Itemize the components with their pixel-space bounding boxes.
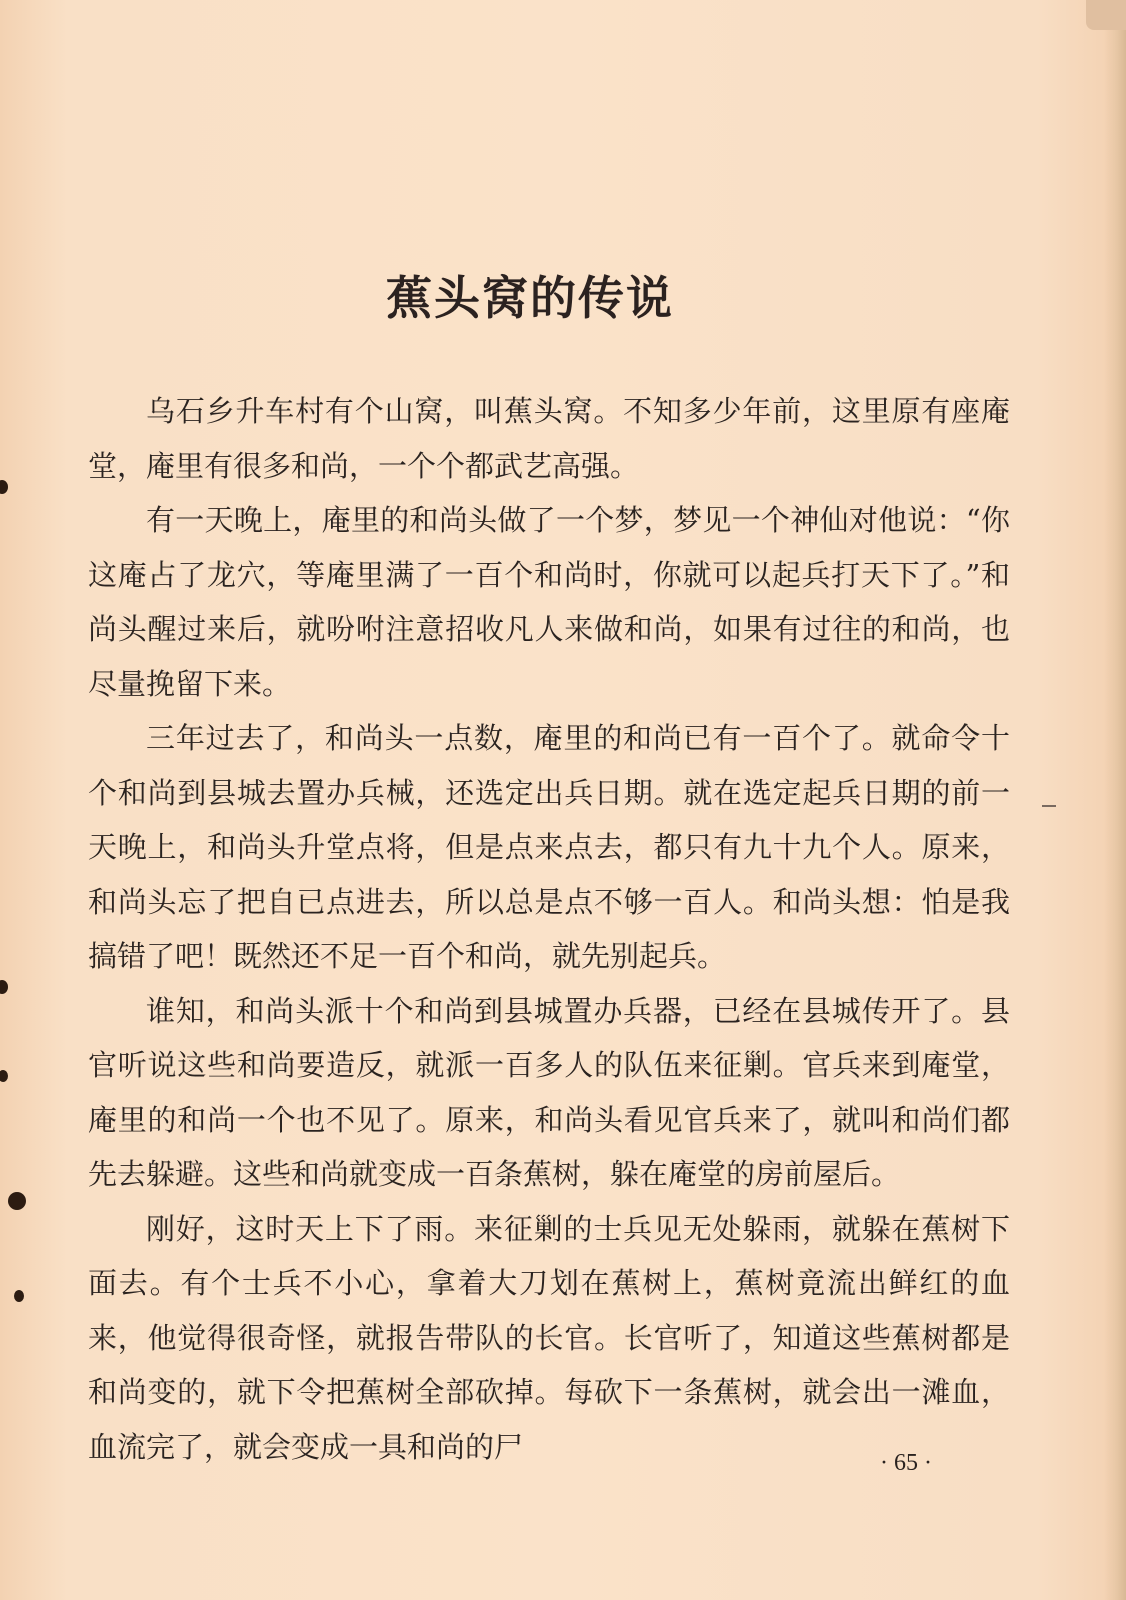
page-corner-fold — [1086, 0, 1126, 30]
paragraph-1: 乌石乡升车村有个山窝，叫蕉头窝。不知多少年前，这里原有座庵堂，庵里有很多和尚，一个个都武艺高强。 — [88, 394, 1010, 483]
paragraph-4: 谁知，和尚头派十个和尚到县城置办兵器，已经在县城传开了。县官听说这些和尚要造反，就派一百多人的队伍来征剿。官兵来到庵堂，庵里的和尚一个也不见了。原来，和尚头看见官兵来了，就叫和尚们都先去躲避。这些和尚就变成一百条蕉树，躲在庵堂的房前屋后。 — [88, 993, 1010, 1191]
paragraph-5: 刚好，这时天上下了雨。来征剿的士兵见无处躲雨，就躲在蕉树下面去。有个士兵不小心，拿着大刀划在蕉树上，蕉树竟流出鲜红的血来，他觉得很奇怪，就报告带队的长官。长官听了，知道这些蕉树都是和尚变的，就下令把蕉树全部砍掉。每砍下一条蕉树，就会出一滩血，血流完了，就会变成一具和尚的尸 — [88, 1211, 1010, 1464]
story-text — [88, 384, 1010, 1474]
paragraph-3: 三年过去了，和尚头一点数，庵里的和尚已有一百个了。就命令十个和尚到县城去置办兵械，还选定出兵日期。就在选定起兵日期的前一天晚上，和尚头升堂点将，但是点来点去，都只有九十九个人。原来，和尚头忘了把自已点进去，所以总是点不够一百人。和尚头想：怕是我搞错了吧！既然还不足一百个和尚，就先别起兵。 — [88, 721, 1010, 973]
binding-hole — [0, 980, 8, 994]
binding-hole — [0, 1070, 8, 1082]
page-edge-shadow — [1104, 0, 1126, 1600]
binding-hole — [8, 1192, 26, 1210]
margin-mark — [1042, 805, 1056, 807]
page-title: 蕉头窝的传说 — [386, 271, 674, 325]
paragraph-2: 有一天晚上，庵里的和尚头做了一个梦，梦见一个神仙对他说：“你这庵占了龙穴，等庵里满了一百个和尚时，你就可以起兵打天下了。”和尚头醒过来后，就吩咐注意招收凡人来做和尚，如果有过往的和尚，也尽量挽留下来。 — [88, 503, 1010, 701]
page-number: · 65 · — [880, 1450, 932, 1476]
binding-hole — [0, 480, 8, 494]
binding-hole — [14, 1290, 24, 1302]
